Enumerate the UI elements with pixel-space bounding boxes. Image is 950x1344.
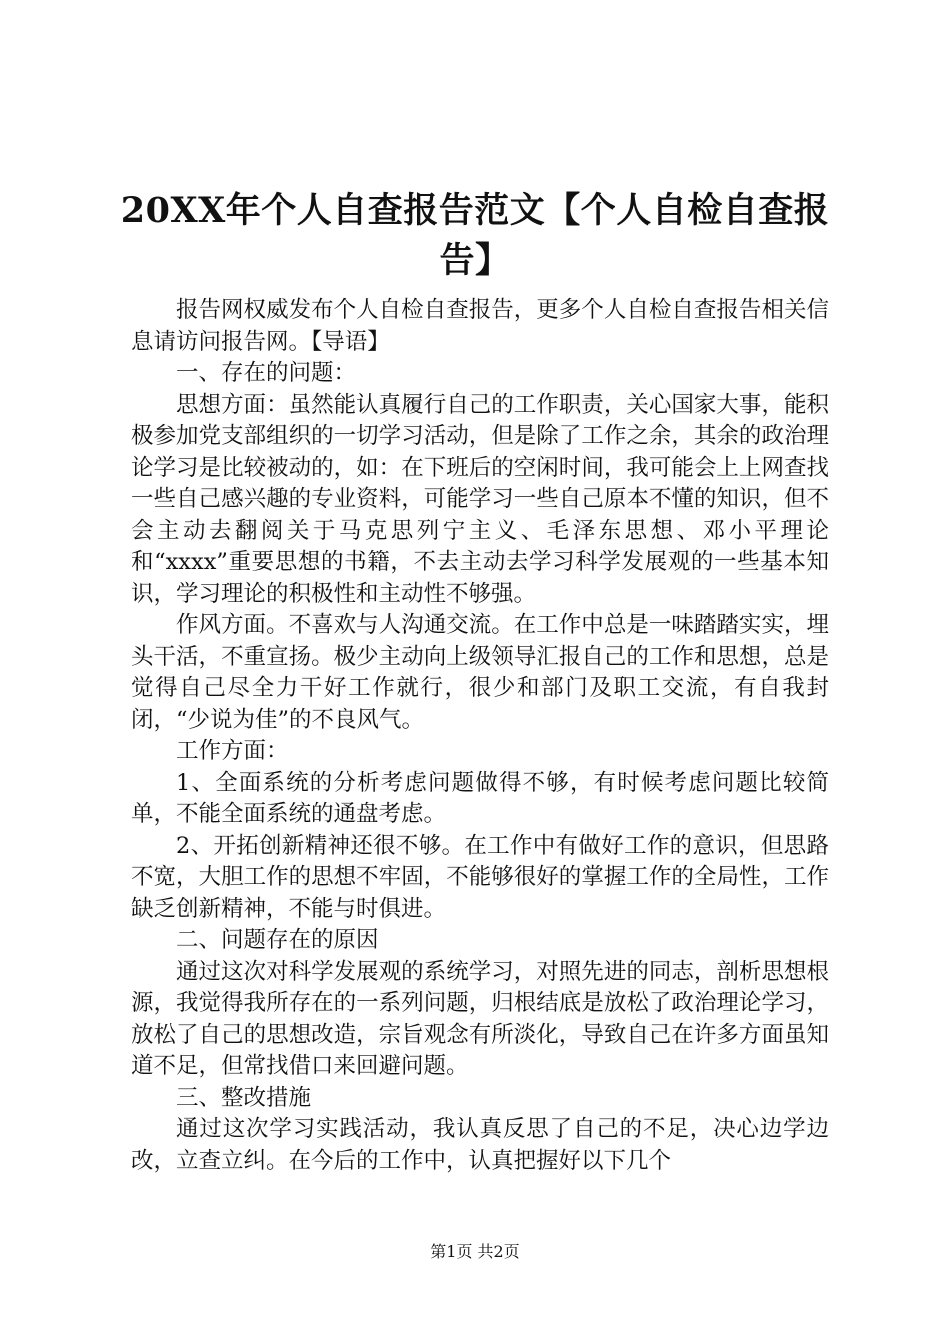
work-aspect-heading: 工作方面： [176,738,289,764]
section-heading-measures: 三、整改措施 [176,1084,312,1111]
document-body [131,295,829,1177]
document-title: 20XX年个人自查报告范文【个人自检自查报告】 [120,190,830,281]
work-style-paragraph: 作风方面。不喜欢与人沟通交流。在工作中总是一味踏踏实实，埋头干活，不重宣扬。极少主动向上级领导汇报自己的工作和思想，总是觉得自己尽全力干好工作就行，很少和部门及职工交流，有自我封闭，“少说为佳”的不良风气。 [131,612,829,733]
work-item-2: 2、开拓创新精神还很不够。在工作中有做好工作的意识，但思路不宽，大胆工作的思想不牢固，不能够很好的掌握工作的全局性，工作缺乏创新精神，不能与时俱进。 [131,832,829,922]
page-number-footer: 第1页 共2页 [430,1242,520,1261]
section-heading-problems: 一、存在的问题： [176,360,357,386]
causes-paragraph: 通过这次对科学发展观的系统学习，对照先进的同志，剖析思想根源，我觉得我所存在的一系列问题，归根结底是放松了政治理论学习，放松了自己的思想改造，宗旨观念有所淡化，导致自己在许多方面虽知道不足，但常找借口来回避问题。 [131,958,829,1079]
section-heading-causes: 二、问题存在的原因 [176,927,379,953]
measures-paragraph: 通过这次学习实践活动，我认真反思了自己的不足，决心边学边改，立查立纠。在今后的工作中，认真把握好以下几个 [131,1116,829,1174]
work-item-1: 1、全面系统的分析考虑问题做得不够，有时候考虑问题比较简单，不能全面系统的通盘考虑。 [131,769,829,827]
intro-paragraph: 报告网权威发布个人自检自查报告，更多个人自检自查报告相关信息请访问报告网。【导语】 [131,297,829,355]
ideology-paragraph: 思想方面：虽然能认真履行自己的工作职责，关心国家大事，能积极参加党支部组织的一切学习活动，但是除了工作之余，其余的政治理论学习是比较被动的，如：在下班后的空闲时间，我可能会上上网查找一些自己感兴趣的专业资料，可能学习一些自己原本不懂的知识，但不会主动去翻阅关于马克思列宁主义、毛泽东思想、邓小平理论和“xxxx”重要思想的书籍，不去主动去学习科学发展观的一些基本知识，学习理论的积极性和主动性不够强。 [131,391,829,607]
